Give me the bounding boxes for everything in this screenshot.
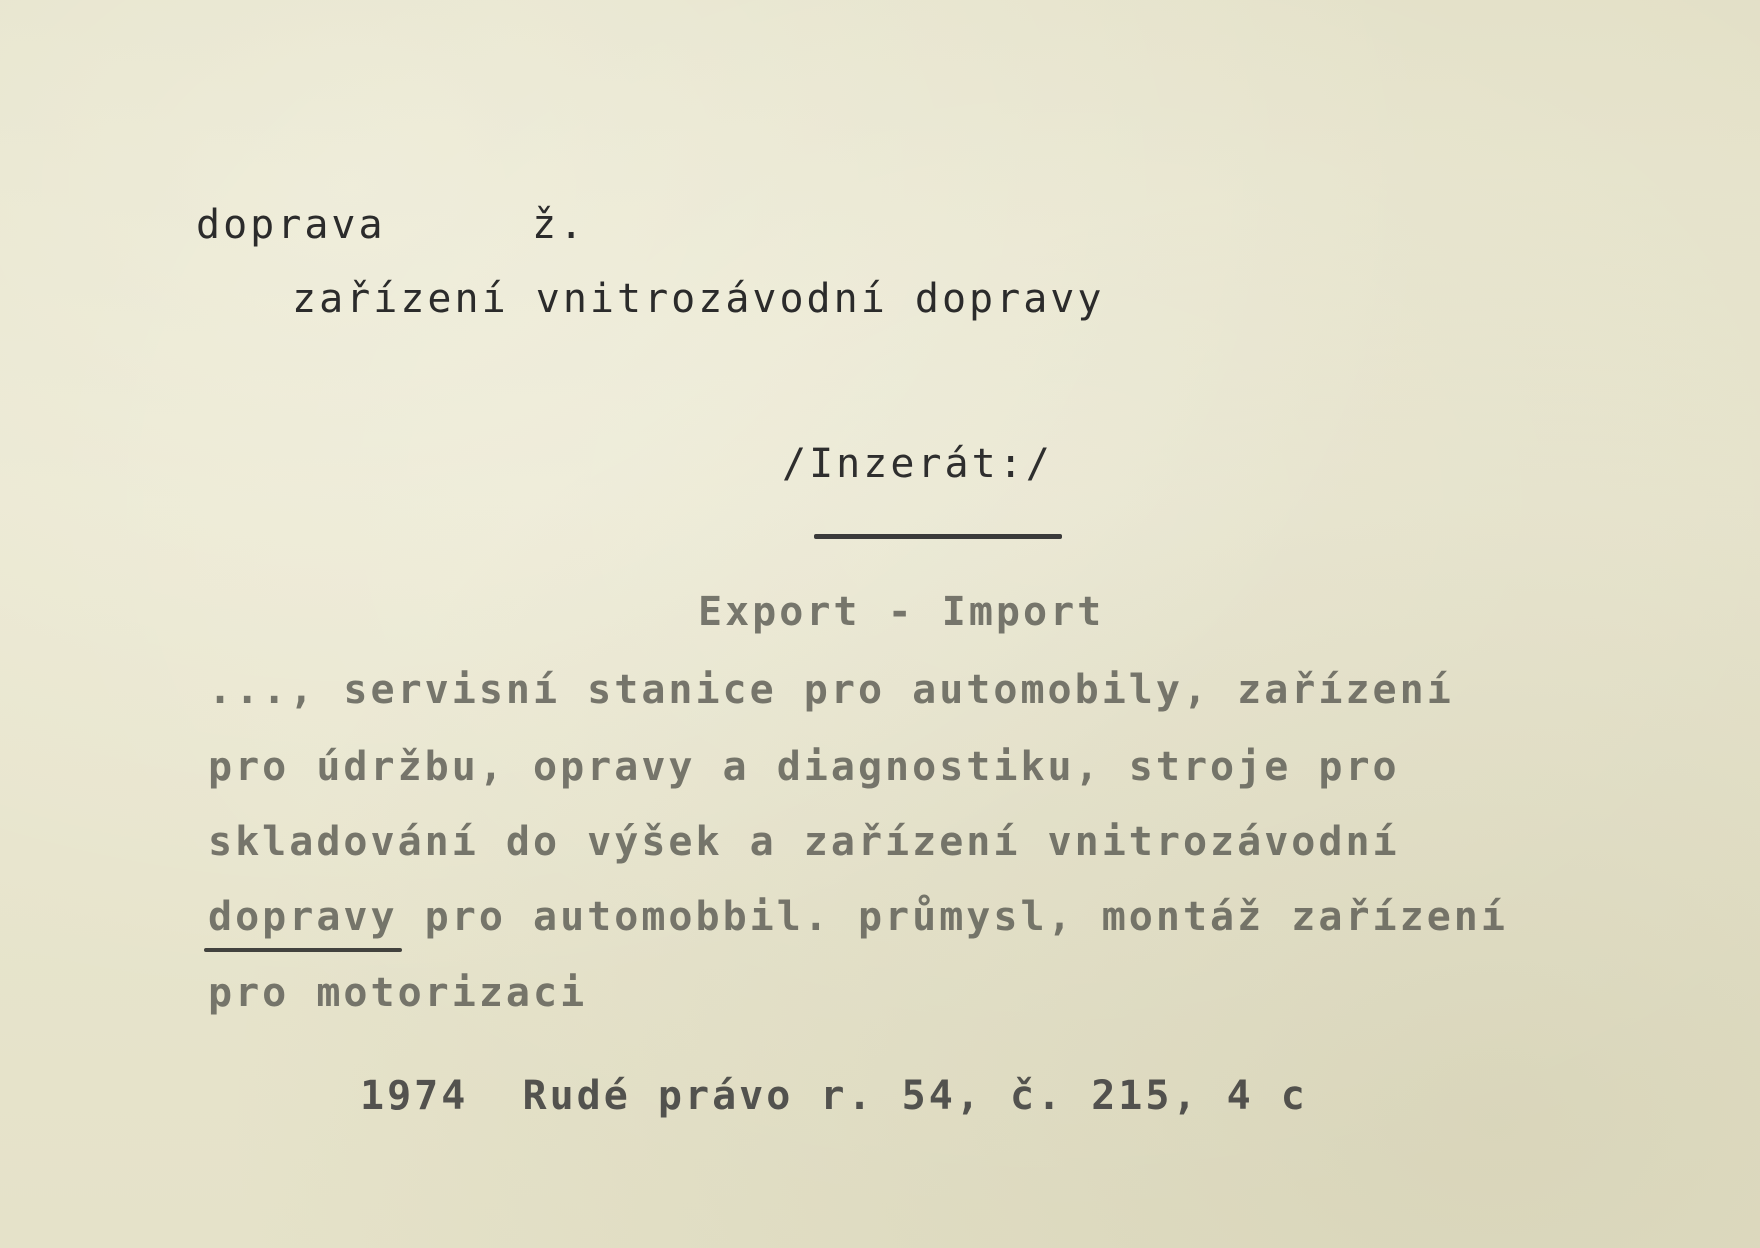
excerpt-line-rest: pro automobbil. průmysl, montáž zařízení	[397, 894, 1508, 940]
excerpt-line	[208, 894, 1508, 940]
underlined-keyword: dopravy	[208, 894, 398, 940]
excerpt-line: skladování do výšek a zařízení vnitrozávodní	[208, 819, 1400, 865]
excerpt-line: ..., servisní stanice pro automobily, zařízení	[208, 667, 1454, 713]
excerpt-section-title: Export - Import	[698, 589, 1105, 635]
citation: 1974 Rudé právo r. 54, č. 215, 4 c	[360, 1073, 1308, 1119]
headword: doprava	[196, 202, 386, 248]
subentry: zařízení vnitrozávodní dopravy	[292, 276, 1105, 322]
grammar-label: ž.	[532, 202, 587, 248]
divider-rule	[814, 534, 1062, 539]
excerpt-line: pro údržbu, opravy a diagnostiku, stroje pro	[208, 744, 1400, 790]
excerpt-line: pro motorizaci	[208, 970, 588, 1016]
source-label: /Inzerát:/	[782, 441, 1053, 487]
